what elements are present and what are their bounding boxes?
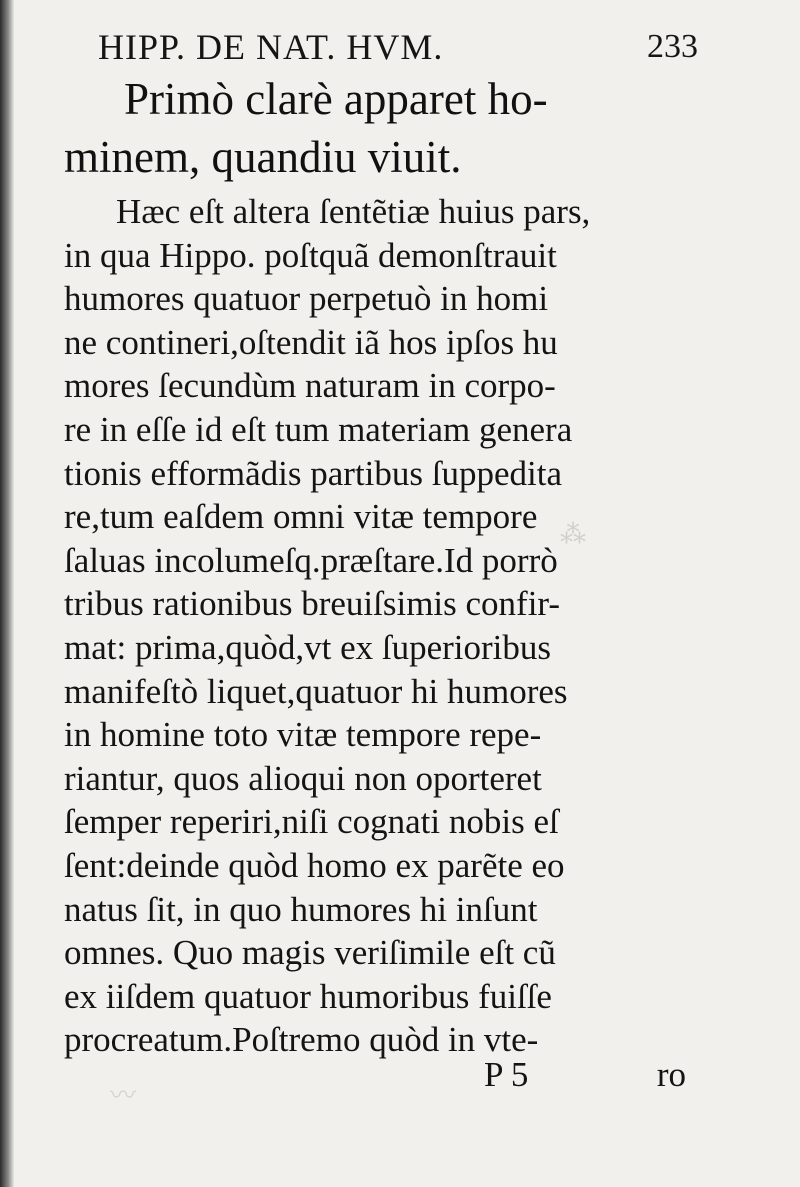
- heading-line: Primò clarè apparet ho-: [124, 74, 548, 124]
- catchword: ro: [656, 1055, 686, 1094]
- show-through-marks: ⁂: [560, 520, 586, 550]
- text-line: riantur, quos alioqui non oporteret: [64, 758, 542, 798]
- text-line: mat: prima,quòd,vt ex ſuperioribus: [64, 627, 551, 667]
- show-through-marks: 〰: [110, 1081, 137, 1111]
- text-line: natus ſit, in quo humores hi inſunt: [64, 889, 538, 929]
- commentary-text: [64, 190, 704, 1062]
- text-line: manifeſtò liquet,quatuor hi humores: [64, 671, 568, 711]
- text-line: re,tum eaſdem omni vitæ tempore: [64, 497, 538, 537]
- text-line: in qua Hippo. poſtquã demonſtrauit: [64, 235, 557, 275]
- text-line: procreatum.Poſtremo quòd in vte-: [64, 1020, 539, 1060]
- text-line: omnes. Quo magis veriſimile eſt cũ: [64, 933, 556, 973]
- page-footer: [64, 1055, 704, 1101]
- text-line: ne contineri,oſtendit iã hos ipſos hu: [64, 322, 558, 362]
- text-line: Hæc eſt altera ſentẽtiæ huius pars,: [116, 192, 591, 231]
- text-line: tribus rationibus breuiſsimis confir-: [64, 584, 561, 624]
- page-gutter-shadow: [0, 0, 14, 1187]
- running-head: HIPP. DE NAT. HVM.: [98, 27, 444, 67]
- text-line: ex iiſdem quatuor humoribus fuiſſe: [64, 976, 552, 1016]
- text-line: ſemper reperiri,niſi cognati nobis eſ: [64, 802, 559, 842]
- text-line: in homine toto vitæ tempore repe-: [64, 715, 542, 755]
- page-header: [98, 20, 698, 72]
- text-line: mores ſecundùm naturam in corpo-: [64, 366, 556, 406]
- text-line: tionis efformãdis partibus ſuppedita: [64, 453, 563, 493]
- page-number: 233: [647, 28, 698, 65]
- text-line: re in eſſe id eſt tum materiam genera: [64, 409, 573, 449]
- section-heading: [64, 70, 704, 186]
- text-line: ſent:deinde quòd homo ex parẽte eo: [64, 845, 565, 885]
- text-line: ſaluas incolumeſq.præſtare.Id porrò: [64, 540, 558, 580]
- heading-line: minem, quandiu viuit.: [64, 132, 462, 182]
- signature-mark: P 5: [484, 1055, 529, 1094]
- text-line: humores quatuor perpetuò in homi: [64, 279, 549, 319]
